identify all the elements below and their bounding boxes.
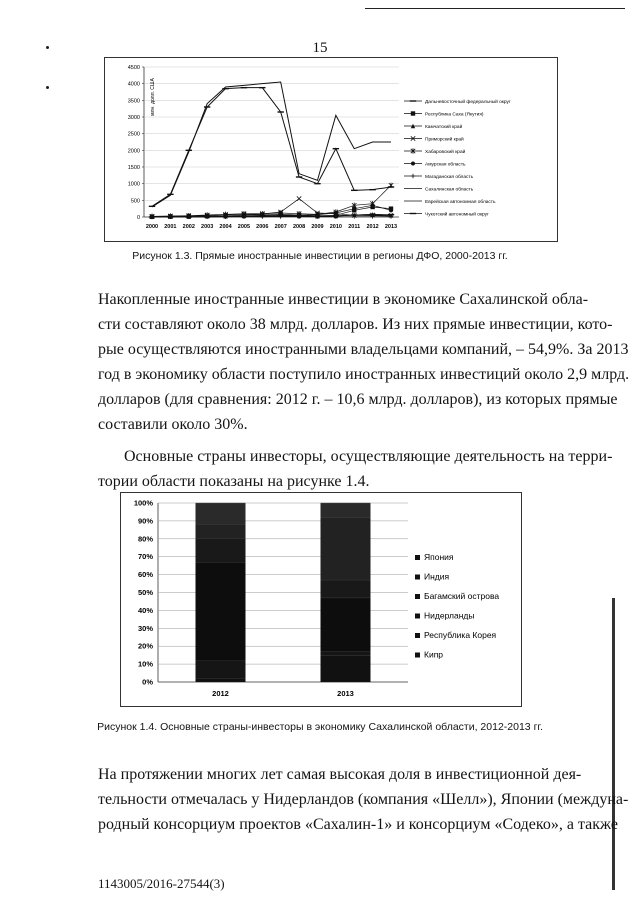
y-tick-label: 70%	[137, 552, 153, 562]
y-tick-label: 0%	[142, 677, 153, 687]
x-tick-label: 2000	[145, 224, 159, 230]
paragraph-3	[98, 762, 628, 837]
legend-label: Багамский острова	[424, 591, 500, 601]
paragraph-1	[98, 287, 629, 437]
line-chart-fdi	[104, 57, 558, 242]
bar-segment	[196, 524, 246, 538]
x-tick-label: 2010	[329, 224, 342, 230]
legend-label: Республика Саха (Якутия)	[425, 112, 484, 118]
bar-segment	[321, 580, 371, 598]
y-tick-label: 3000	[127, 115, 140, 121]
legend-swatch	[415, 555, 420, 560]
y-tick-label: 3500	[127, 98, 140, 105]
y-tick-label: 40%	[137, 605, 153, 615]
x-tick-label: 2002	[182, 224, 195, 230]
x-tick-label: 2007	[274, 224, 287, 230]
bar-segment	[321, 503, 371, 517]
legend-label: Еврейская автономная область	[425, 200, 496, 205]
x-tick-label: 2012	[366, 224, 379, 230]
x-tick-label: 2008	[292, 224, 306, 230]
bar-segment	[196, 678, 246, 682]
paragraph-line: рые осуществляются иностранными владельцами компаний, – 54,9%. За 2013	[98, 341, 629, 358]
legend-swatch	[415, 633, 420, 638]
x-tick-label: 2006	[256, 224, 269, 230]
figure-caption-1: Рисунок 1.3. Прямые иностранные инвестиции в регионы ДФО, 2000-2013 гг.	[132, 250, 508, 262]
legend-label: Камчатский край	[425, 125, 463, 130]
margin-dot	[46, 86, 49, 89]
figure-caption-2: Рисунок 1.4. Основные страны-инвесторы в экономику Сахалинской области, 2012-2013 гг.	[97, 721, 543, 733]
legend-label: Хабаровский край	[425, 150, 466, 155]
bar-segment	[321, 655, 371, 682]
x-tick-label: 2011	[348, 224, 361, 230]
x-tick-label: 2001	[164, 224, 177, 230]
data-point	[411, 111, 415, 115]
legend-label: Республика Корея	[424, 630, 497, 640]
legend-label: Чукотский автономный округ	[425, 212, 489, 218]
paragraph-line: На протяжении многих лет самая высокая доля в инвестиционной дея-	[98, 766, 582, 783]
paragraph-line: Основные страны инвесторы, осуществляющие деятельность на терри-	[124, 448, 613, 465]
document-code: 1143005/2016-27544(3)	[98, 876, 225, 891]
bar-segment	[321, 517, 371, 580]
legend-label: Амурская область	[425, 162, 466, 168]
y-tick-label: 2000	[127, 148, 140, 155]
bar-segment	[196, 562, 246, 660]
x-tick-label: 2004	[219, 224, 232, 230]
legend-label: Дальневосточный федеральный округ	[425, 100, 511, 105]
y-tick-label: 20%	[137, 641, 153, 651]
legend-swatch	[415, 653, 420, 658]
right-margin-rule	[612, 598, 615, 890]
legend-label: Нидерланды	[424, 610, 475, 621]
bar-segment	[196, 661, 246, 679]
y-tick-label: 2500	[127, 131, 140, 138]
paragraph-line: тории области показаны на рисунке 1.4.	[98, 473, 370, 490]
data-point	[389, 208, 393, 212]
bar-segment	[321, 652, 371, 656]
legend-swatch	[415, 594, 420, 599]
paragraph-line: год в экономику области поступило иностранных инвестиций около 2,9 млрд.	[98, 366, 630, 383]
x-tick-label: 2009	[311, 224, 324, 230]
x-tick-label: 2012	[212, 689, 229, 698]
paragraph-line: родный консорциум проектов «Сахалин-1» и консорциум «Содеко», а также	[98, 816, 618, 833]
bar-segment	[196, 539, 246, 562]
legend-label: Индия	[424, 571, 450, 582]
legend-swatch	[415, 575, 420, 580]
y-tick-label: 4500	[127, 65, 140, 71]
header-rule	[365, 8, 625, 9]
paragraph-line: составили около 30%.	[98, 416, 248, 433]
legend-swatch	[415, 614, 420, 619]
bar-segment	[196, 503, 246, 524]
y-tick-label: 30%	[137, 623, 153, 633]
paragraph-line: сти составляют около 38 млрд. долларов. Из них прямые инвестиции, кото-	[98, 316, 613, 333]
y-tick-label: 60%	[137, 570, 153, 580]
legend-label: Приморский край	[425, 137, 464, 143]
y-tick-label: 4000	[127, 81, 140, 88]
y-tick-label: 80%	[137, 534, 153, 544]
y-tick-label: 1500	[127, 165, 140, 171]
x-tick-label: 2003	[201, 224, 214, 230]
paragraph-line: тельности отмечалась у Нидерландов (компания «Шелл»), Японии (междуна-	[98, 791, 629, 808]
y-tick-label: 10%	[137, 659, 153, 669]
x-tick-label: 2013	[384, 224, 398, 230]
y-tick-label: 500	[130, 198, 140, 205]
bar-segment	[321, 598, 371, 652]
y-tick-label: 90%	[137, 516, 153, 526]
y-axis-label: млн. долл. США	[150, 78, 156, 116]
y-tick-label: 0	[136, 215, 140, 221]
paragraph-line: Накопленные иностранные инвестиции в экономике Сахалинской обла-	[98, 291, 589, 308]
legend-label: Сахалинская область	[425, 187, 474, 193]
paragraph-line: долларов (для сравнения: 2012 г. – 10,6 млрд. долларов), из которых прямые	[98, 391, 618, 408]
y-tick-label: 1000	[127, 181, 140, 188]
legend-label: Япония	[424, 552, 454, 562]
legend-label: Магаданская область	[425, 175, 474, 180]
x-tick-label: 2005	[237, 224, 251, 230]
legend-label: Кипр	[424, 649, 444, 660]
data-point	[371, 203, 375, 207]
y-tick-label: 50%	[137, 588, 153, 597]
x-tick-label: 2013	[337, 689, 354, 698]
paragraph-2	[98, 444, 612, 494]
stacked-bar-chart-investors	[120, 492, 522, 707]
y-tick-label: 100%	[133, 498, 153, 508]
data-point	[352, 207, 356, 211]
data-point	[411, 162, 415, 166]
page-number: 15	[312, 40, 328, 56]
